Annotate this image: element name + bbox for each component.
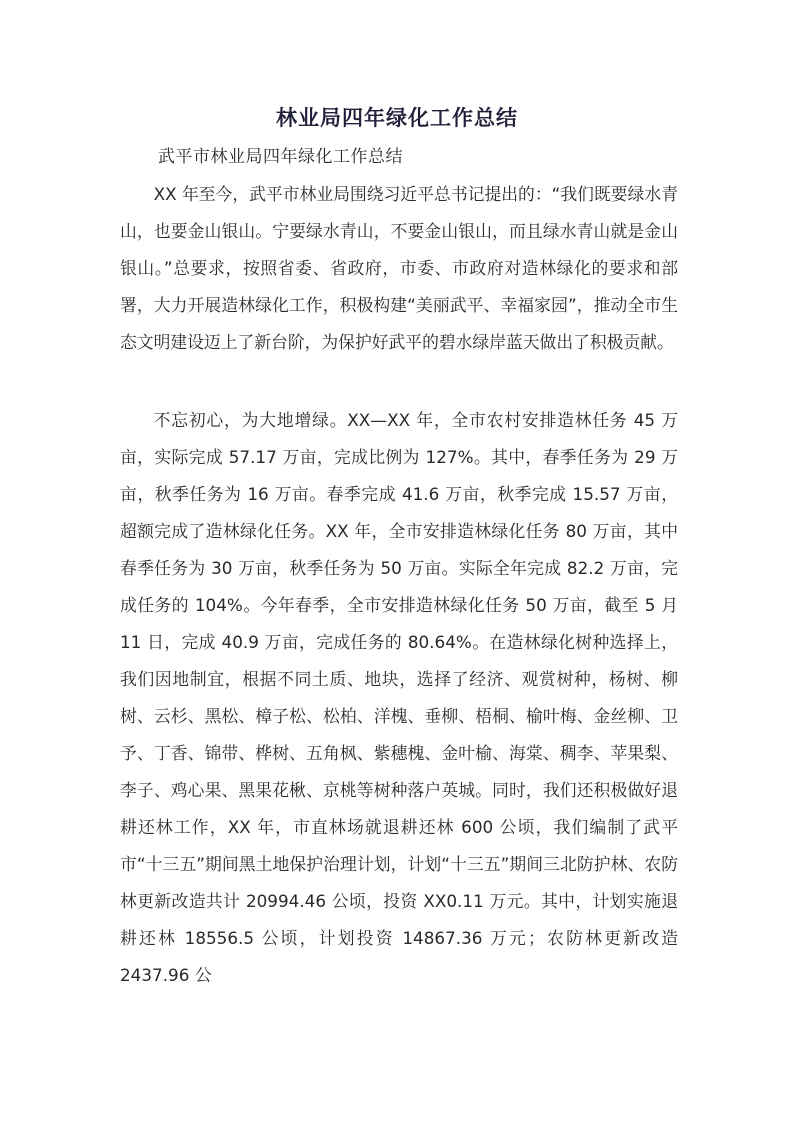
- document-subtitle: 武平市林业局四年绿化工作总结: [158, 147, 403, 167]
- body-paragraph: 不忘初心，为大地增绿。XX—XX 年，全市农村安排造林任务 45 万亩，实际完成 57.17 万亩，完成比例为 127%。其中，春季任务为 29 万亩，秋季任务为 16 万亩。春季完成 41.6 万亩，秋季完成 15.57 万亩，超额完成了造林绿化任务。XX 年，全市安排造林绿化任务 80 万亩，其中春季任务为 30 万亩，秋季任务为 50 万亩。实际全年完成 82.2 万亩，完成任务的 104%。今年春季，全市安排造林绿化任务 50 万亩，截至 5 月 11 日，完成 40.9 万亩，完成任务的 80.64%。在造林绿化树种选择上，我们因地制宜，根据不同土质、地块，选择了经济、观赏树种，杨树、柳树、云杉、黑松、樟子松、松柏、洋槐、垂柳、梧桐、榆叶梅、金丝柳、卫予、丁香、锦带、桦树、五角枫、紫穗槐、金叶榆、海棠、稠李、苹果梨、李子、鸡心果、黑果花楸、京桃等树种落户英城。同时，我们还积极做好退耕还林工作，XX 年，市直林场就退耕还林 600 公顷，我们编制了武平市“十三五”期间黑土地保护治理计划，计划“十三五”期间三北防护林、农防林更新改造共计 20994.46 公顷，投资 XX0.11 万元。其中，计划实施退耕还林 18556.5 公顷，计划投资 14867.36 万元；农防林更新改造 2437.96 公: [120, 410, 678, 985]
- document-title: 林业局四年绿化工作总结: [276, 105, 518, 130]
- body-paragraph: XX 年至今，武平市林业局围绕习近平总书记提出的：“我们既要绿水青山，也要金山银山。宁要绿水青山，不要金山银山，而且绿水青山就是金山银山。”总要求，按照省委、省政府，市委、市政府对造林绿化的要求和部署，大力开展造林绿化工作，积极构建“美丽武平、幸福家园”，推动全市生态文明建设迈上了新台阶，为保护好武平的碧水绿岸蓝天做出了积极贡献。: [120, 184, 678, 352]
